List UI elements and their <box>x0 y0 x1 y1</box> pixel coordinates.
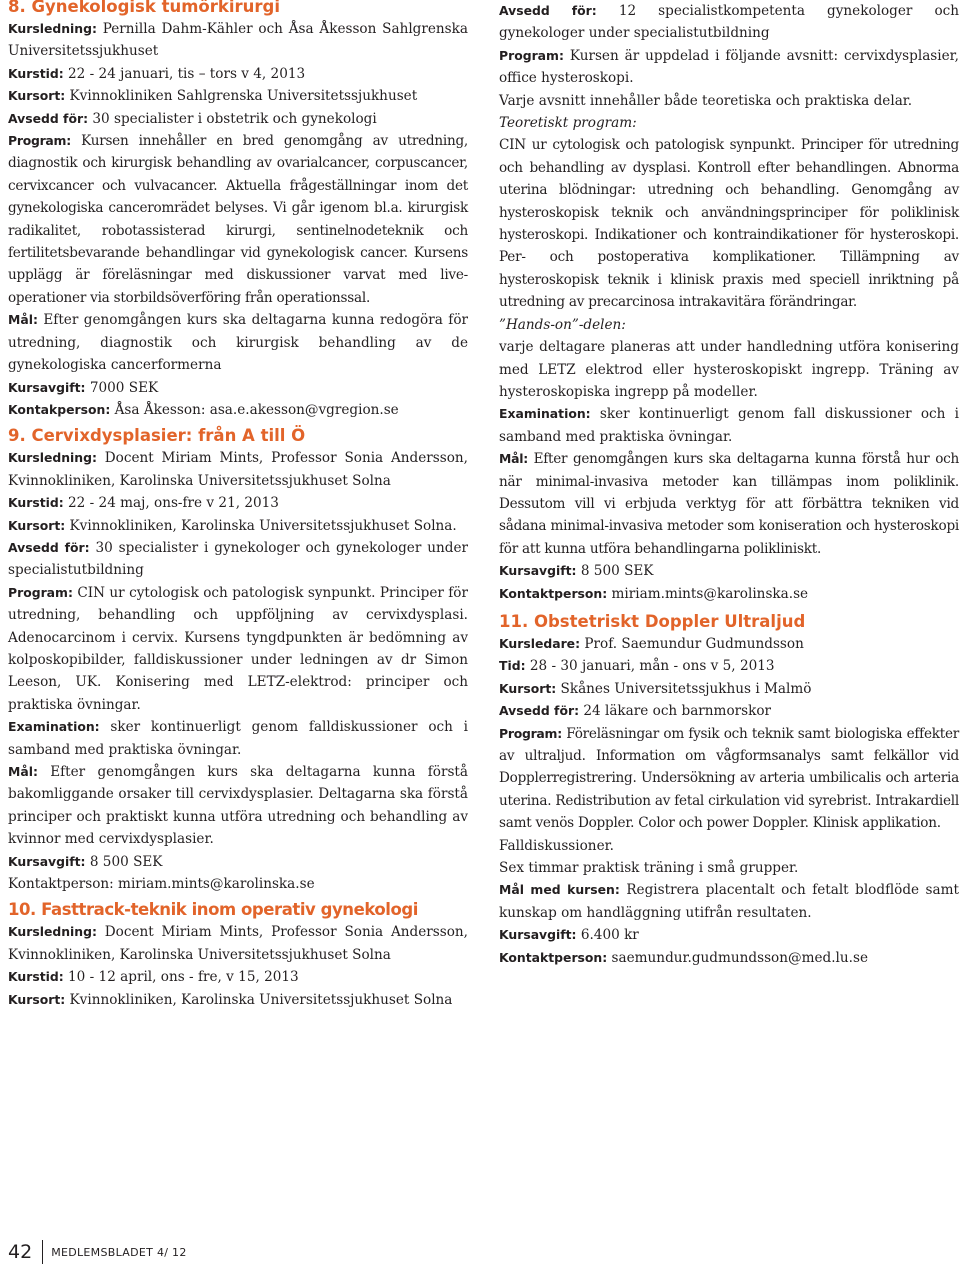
s11-mal: Mål med kursen: Registrera placentalt och fetalt blodflöde samt kunskap om handläggning utifrån resultaten. <box>499 882 959 921</box>
section-11-heading: 11. Obstetriskt Doppler Ultraljud <box>499 611 806 631</box>
s9-avsedd-for: Avsedd för: 30 specialister i gynekologer och gynekologer under specialistutbildning <box>8 539 468 579</box>
s10-mal: Mål: Efter genomgången kurs ska deltagarna kunna förstå hur och när minimal-invasiva metoder kan tillämpas inom poliklinik. Dessutom vill vi erbjuda verktyg för att förbättra tekniken vid sådana minimal-invasiva metoder som koniseration och hysteroskopi för att kunna utföra behandlingarna polikliniskt. <box>499 451 959 557</box>
s9-kursledning: Kursledning: Docent Miriam Mints, Professor Sonia Andersson, Kvinnokliniken, Karolinska Universitetssjukhuset Solna <box>8 450 468 489</box>
s10-program-parts: Varje avsnitt innehåller både teoretiska och praktiska delar. <box>499 92 913 109</box>
page-footer <box>8 1240 187 1264</box>
section-9-heading: 9. Cervixdysplasier: från A till Ö <box>8 426 306 446</box>
left-column <box>8 0 468 1011</box>
s9-kursort: Kursort: Kvinnokliniken, Karolinska Universitetssjukhuset Solna. <box>8 517 457 534</box>
s11-avsedd-for: Avsedd för: 24 läkare och barnmorskor <box>499 703 772 720</box>
s8-kontaktperson: Kontakperson: Åsa Åkesson: asa.e.akesson@vgregion.se <box>8 401 399 418</box>
s10-kontaktperson: Kontaktperson: miriam.mints@karolinska.se <box>499 585 809 602</box>
s9-kurstid: Kurstid: 22 - 24 maj, ons-fre v 21, 2013 <box>8 495 279 512</box>
s10-kurstid: Kurstid: 10 - 12 april, ons - fre, v 15, 2013 <box>8 969 299 986</box>
s10-program: Program: Kursen är uppdelad i följande avsnitt: cervixdysplasier, office hysteroskopi. <box>499 47 959 87</box>
s8-mal: Mål: Efter genomgången kurs ska deltagarna kunna redogöra för utredning, diagnostik och kirurgisk behandling av de gynekologiska cancerformerna <box>8 312 468 374</box>
s10-kursledning: Kursledning: Docent Miriam Mints, Professor Sonia Andersson, Kvinnokliniken, Karolinska Universitetssjukhuset Solna <box>8 924 468 963</box>
s11-program-praktisk: Sex timmar praktisk träning i små grupper. <box>499 860 799 877</box>
s11-tid: Tid: 28 - 30 januari, mån - ons v 5, 2013 <box>499 658 775 675</box>
s8-avsedd-for: Avsedd för: 30 specialister i obstetrik och gynekologi <box>8 110 377 127</box>
s11-program-falldiskussioner: Falldiskussioner. <box>499 837 614 854</box>
s11-kursledare: Kursledare: Prof. Saemundur Gudmundsson <box>499 635 804 652</box>
s10-hands-on-heading: ”Hands-on”-delen: <box>499 316 626 333</box>
s10-kursavgift: Kursavgift: 8 500 SEK <box>499 563 654 580</box>
s9-mal: Mål: Efter genomgången kurs ska deltagarna kunna förstå bakomliggande orsaker till cervixdysplasier. Deltagarna ska förstå principer och praktiskt kunna utföra utredning och behandling av kvinnor med cervixdysplasier. <box>8 764 468 848</box>
page-number: 42 <box>8 1241 33 1263</box>
s8-program: Program: Kursen innehåller en bred genomgång av utredning, diagnostik och kirurgisk behandling av ovarialcancer, corpuscancer, cervixcancer och vulvacancer. Aktuella frågeställningar inom det gynekologiska canceromrädet belyses. Vi går igenom bl.a. kirurgisk radikalitet, robotassisterad kirurgi, sentinelnodeteknik och fertilitetsbevarande behandlingar vid gynekologisk cancer. Kursens upplägg är föreläsningar med diskussioner varvat med live-operationer via storbildsöverföring från operationssal. <box>8 133 468 306</box>
s11-kursavgift: Kursavgift: 6.400 kr <box>499 927 639 944</box>
s10-examination: Examination: sker kontinuerligt genom fall diskussioner och i samband med praktiska övningar. <box>499 406 959 445</box>
s8-kursavgift: Kursavgift: 7000 SEK <box>8 379 159 396</box>
s8-kursort: Kursort: Kvinnokliniken Sahlgrenska Universitetssjukhuset <box>8 88 418 105</box>
publication-name: MEDLEMSBLADET 4/ 12 <box>51 1245 187 1259</box>
s11-program: Program: Föreläsningar om fysik och teknik samt biologiska effekter av ultraljud. Information om vågformsanalys samt felkällor vid Dopplerregistrering. Undersökning av arteria umbilicalis och arteria uterina. Redistribution av fetal cirkulation vid syrebrist. Intrakardiell samt venös Doppler. Color och power Doppler. Klinisk applikation. <box>499 725 959 832</box>
s11-kontaktperson: Kontaktperson: saemundur.gudmundsson@med.lu.se <box>499 949 868 966</box>
s10-theory-text: CIN ur cytologisk och patologisk synpunkt. Principer för utredning och behandling av dysplasi. Kontroll efter behandlingen. Abnorma uterina blödningar: utredning och behandling. Genomgång av hysteroskopisk teknik och användningsprinciper för poliklinisk hysteroskopi. Indikationer och kontraindikationer för hysteroskopi. Per- och postoperativa komplikationer. Tillämpning av hysteroskopisk teknik i klinisk praxis med speciell inriktning på utredning av precarcinosa intrakavitära förändringar. <box>499 137 959 311</box>
s10-theory-heading: Teoretiskt program: <box>499 115 637 132</box>
s10-kursort: Kursort: Kvinnokliniken, Karolinska Universitetssjukhuset Solna <box>8 991 453 1008</box>
section-10-heading: 10. Fasttrack-teknik inom operativ gynekologi <box>8 900 418 920</box>
s9-kursavgift: Kursavgift: 8 500 SEK <box>8 853 163 870</box>
s10-avsedd-for: Avsedd för: 12 specialistkompetenta gynekologer och gynekologer under specialistutbildning <box>499 3 960 42</box>
s10-hands-on-text: varje deltagare planeras att under handledning utföra konisering med LETZ elektrod eller hysteroskopiskt ingrepp. Träning av hysteroskopiska ingrepp på modeller. <box>499 339 959 400</box>
right-column <box>499 0 959 969</box>
s9-program: Program: CIN ur cytologisk och patologisk synpunkt. Principer för utredning, behandling och uppföljning av cervixdysplasi. Adenocarcinom i cervix. Kursens tyngdpunkten är bedömning av kolposkopibilder, falldiskussioner under ledningen av dr Simon Leeson, UK. Konisering med LETZ-elektrod: principer och praktiska övningar. <box>8 584 468 713</box>
footer-divider <box>42 1240 43 1264</box>
s9-examination: Examination: sker kontinuerligt genom falldiskussioner och i samband med praktiska övningar. <box>8 719 468 758</box>
s8-kurstid: Kurstid: 22 - 24 januari, tis – tors v 4, 2013 <box>8 65 306 82</box>
s8-kursledning: Kursledning: Pernilla Dahm-Kähler och Åsa Åkesson Sahlgrenska Universitetssjukhuset <box>8 21 468 60</box>
s9-kontaktperson: Kontaktperson: miriam.mints@karolinska.se <box>8 876 315 893</box>
s11-kursort: Kursort: Skånes Universitetssjukhus i Malmö <box>499 680 812 697</box>
section-8-heading: 8. Gynekologisk tumörkirurgi <box>8 0 281 16</box>
